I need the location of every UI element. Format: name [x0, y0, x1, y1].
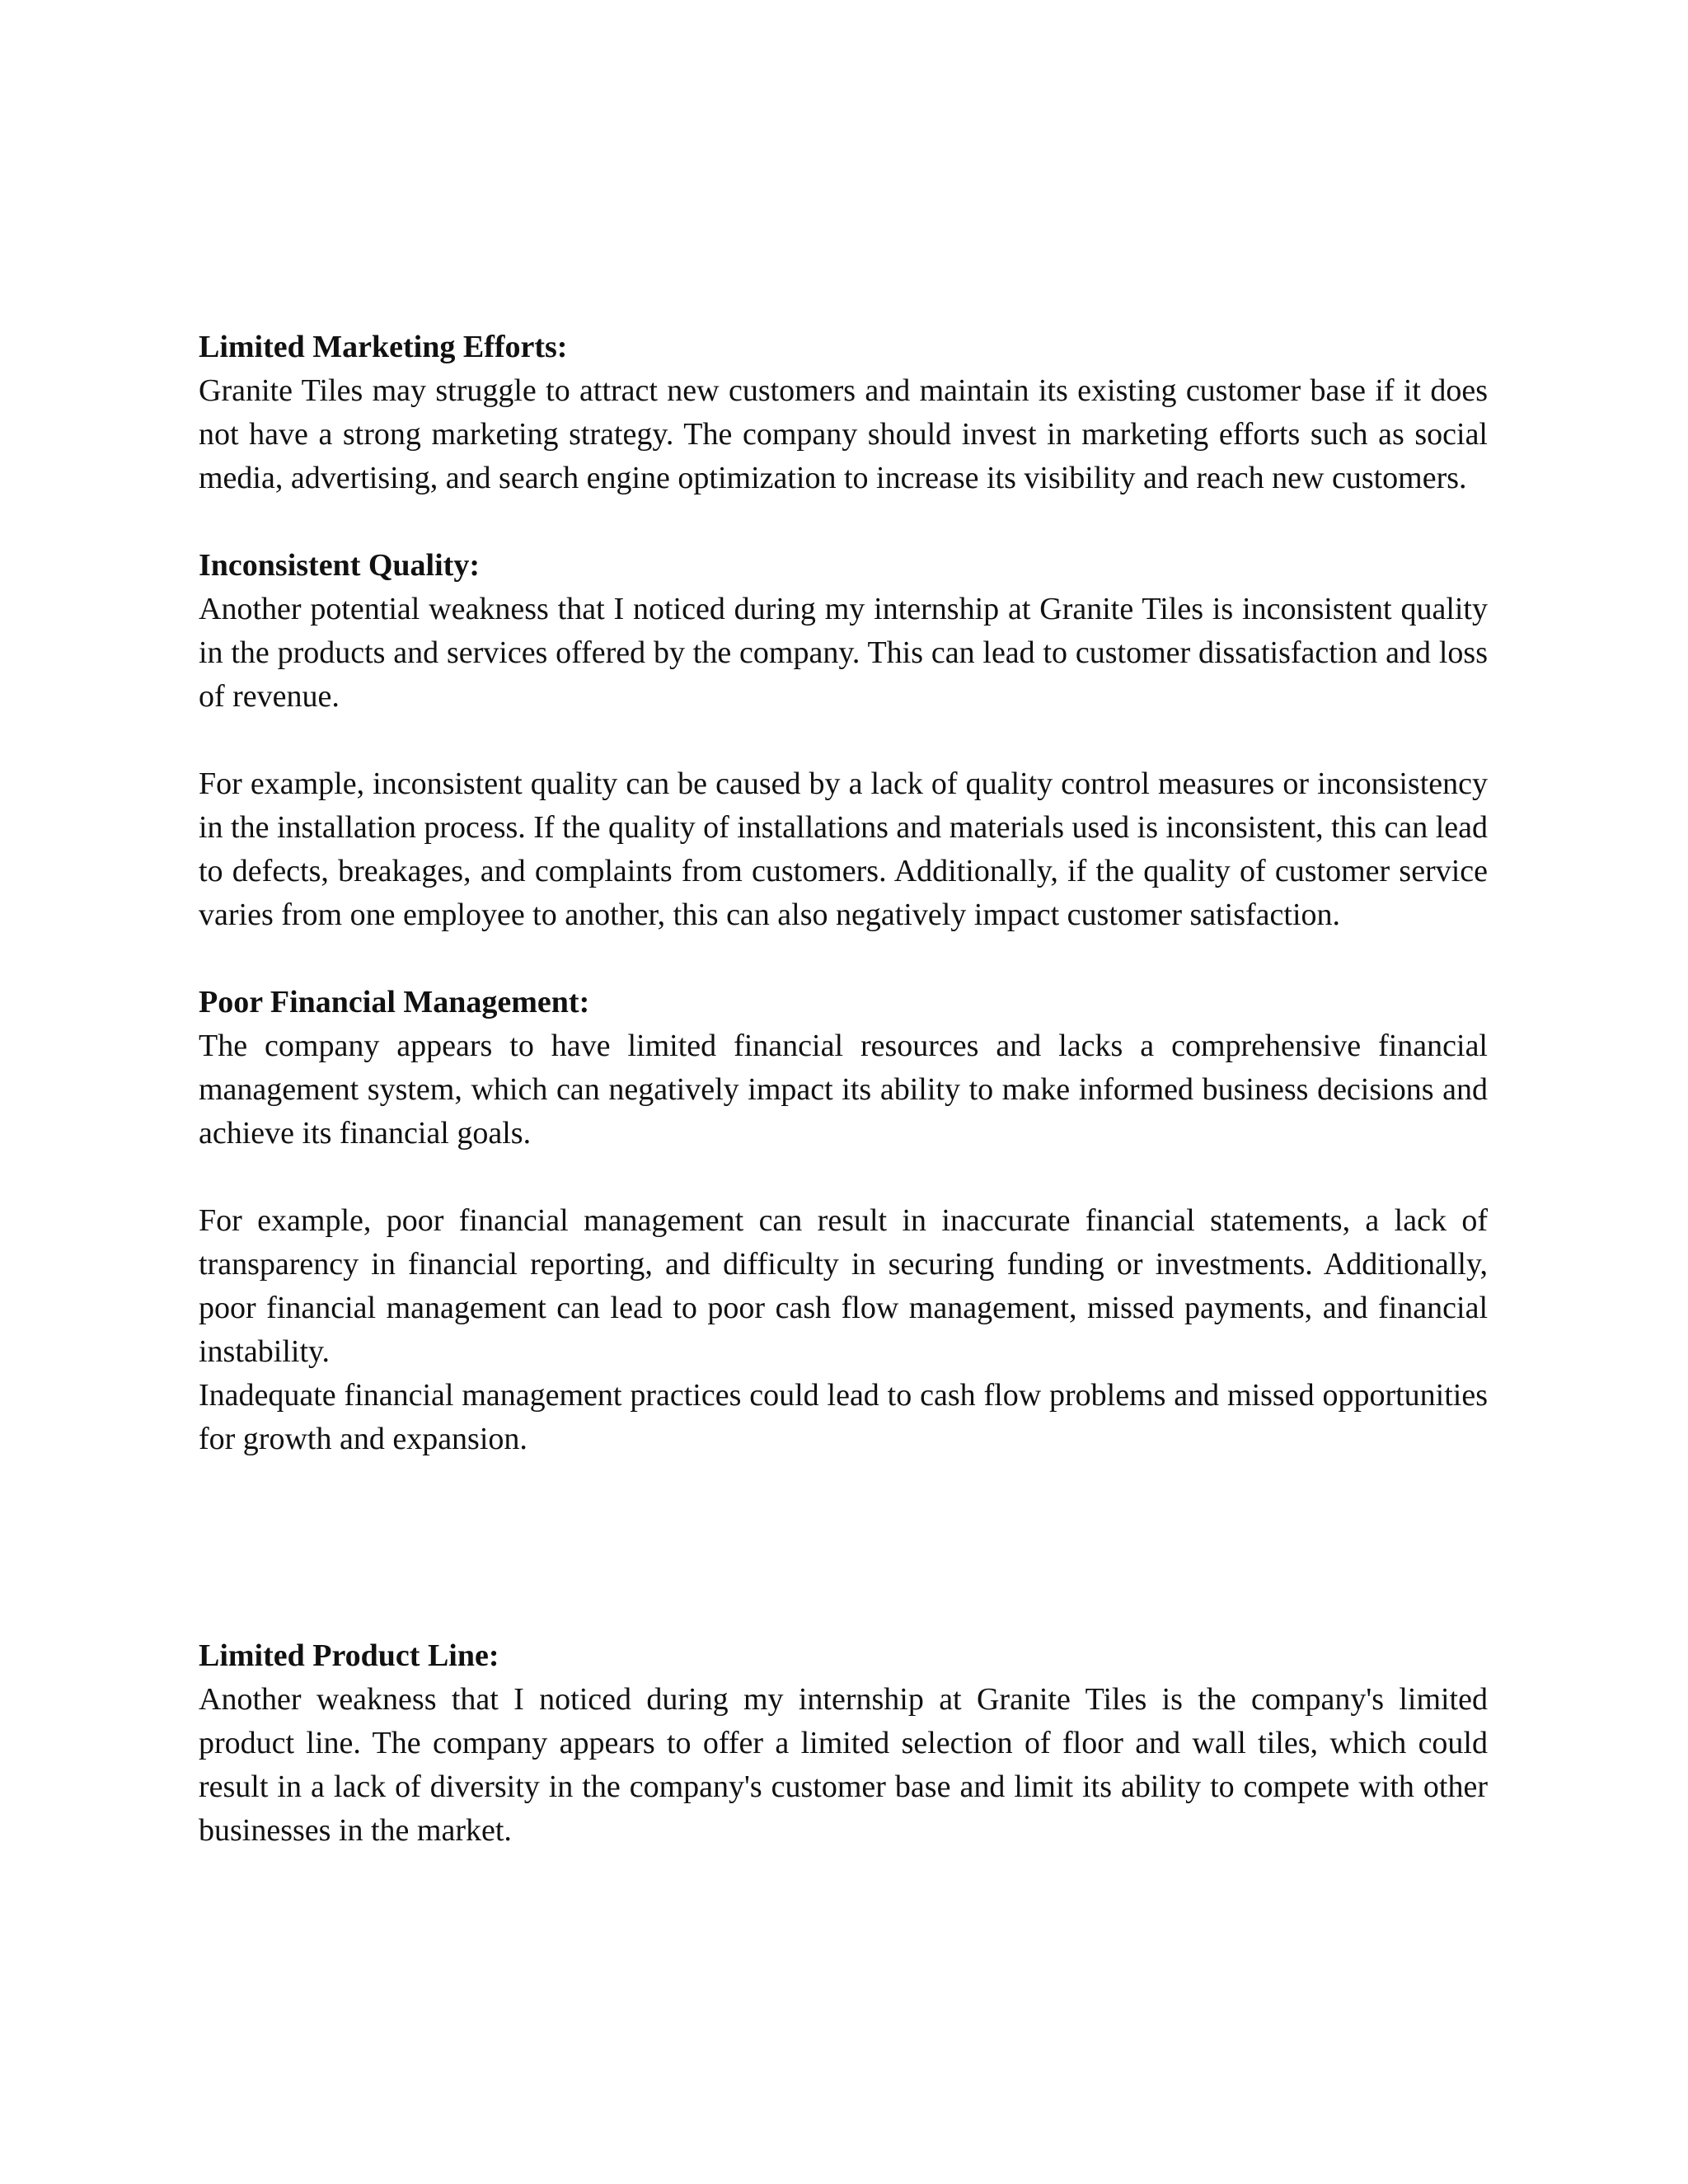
- paragraph-financial-1: The company appears to have limited financial resources and lacks a comprehensive financial management system, which can negatively impact its ability to make informed business decisions and achieve its financial goals.: [199, 1029, 1488, 1151]
- section-heading-marketing: Limited Marketing Efforts:: [199, 330, 568, 364]
- section-spacer: [199, 500, 1488, 544]
- section-heading-financial: Poor Financial Management:: [199, 985, 590, 1019]
- paragraph-product-line: Another weakness that I noticed during my internship at Granite Tiles is the company's limited product line. The company appears to offer a limited selection of floor and wall tiles, which could result in a lack of diversity in the company's customer base and limit its ability to compete with other businesses in the market.: [199, 1682, 1488, 1848]
- paragraph-quality-1: Another potential weakness that I noticed during my internship at Granite Tiles is inconsistent quality in the products and services offered by the company. This can lead to customer dissatisfaction and loss of revenue.: [199, 592, 1488, 714]
- paragraph-spacer: [199, 1155, 1488, 1199]
- section-spacer: [199, 937, 1488, 981]
- paragraph-financial-2: For example, poor financial management can result in inaccurate financial statements, a lack of transparency in financial reporting, and difficulty in securing funding or investments. Additionally, poor financial management can lead to poor cash flow management, missed payments, and financial instability.: [199, 1203, 1488, 1369]
- section-heading-product-line: Limited Product Line:: [199, 1638, 499, 1673]
- paragraph-financial-3: Inadequate financial management practices could lead to cash flow problems and missed opportunities for growth and expansion.: [199, 1378, 1488, 1456]
- paragraph-marketing: Granite Tiles may struggle to attract new customers and maintain its existing customer base if it does not have a strong marketing strategy. The company should invest in marketing efforts such as social media, advertising, and search engine optimization to increase its visibility and reach new customers.: [199, 373, 1488, 495]
- section-heading-quality: Inconsistent Quality:: [199, 548, 480, 583]
- paragraph-quality-2: For example, inconsistent quality can be caused by a lack of quality control measures or inconsistency in the installation process. If the quality of installations and materials used is inconsistent, this can lead to defects, breakages, and complaints from customers. Additionally, if the quality of customer service varies from one employee to another, this can also negatively impact customer satisfaction.: [199, 766, 1488, 932]
- document-body: [199, 326, 1488, 1853]
- section-spacer-large: [199, 1461, 1488, 1634]
- paragraph-spacer: [199, 719, 1488, 762]
